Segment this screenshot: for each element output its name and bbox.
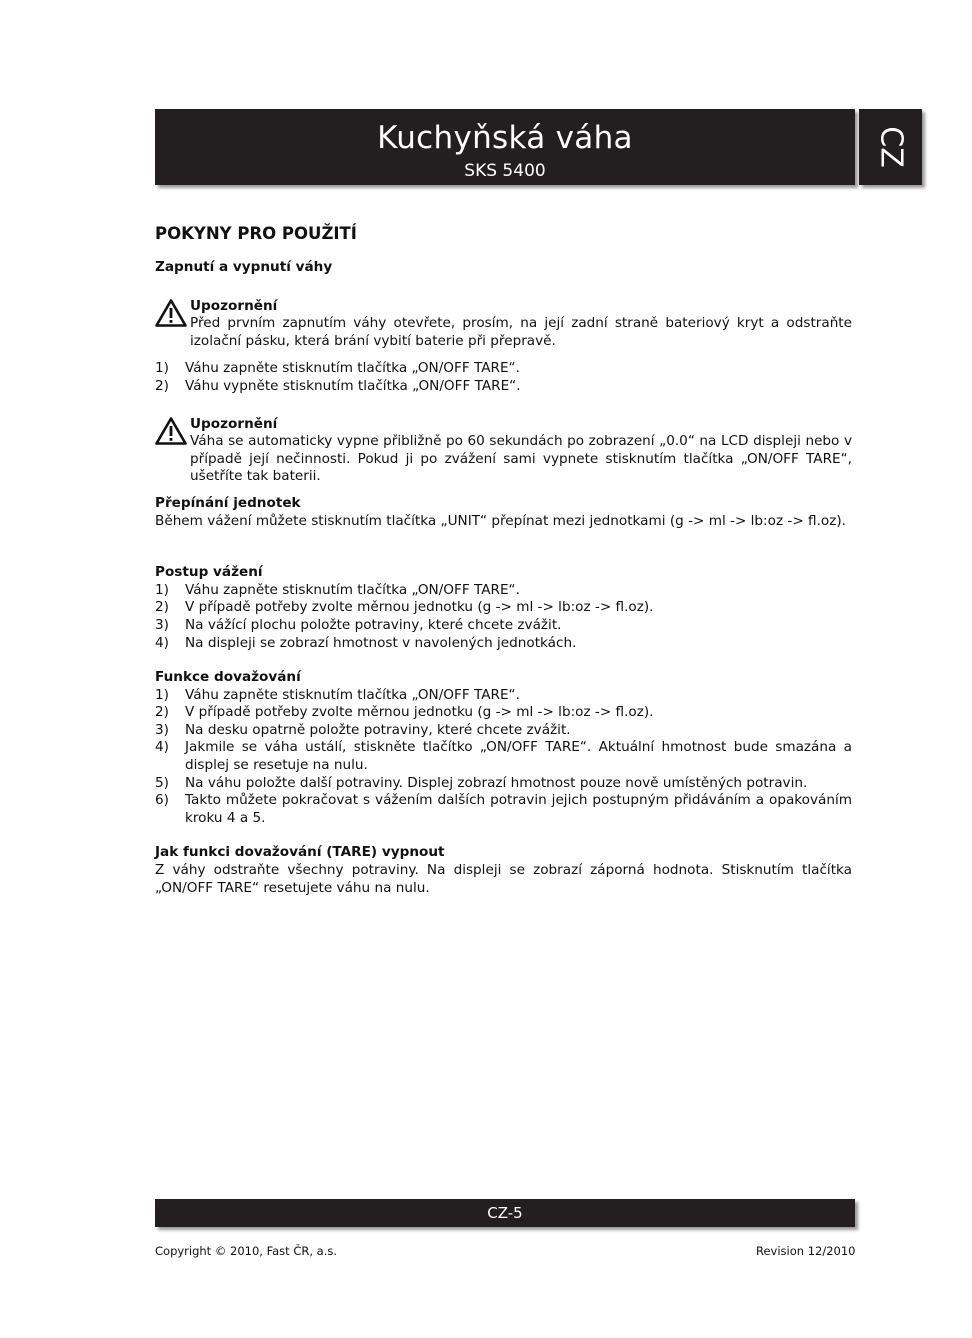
page-number: CZ-5: [487, 1204, 523, 1222]
units-heading: Přepínání jednotek: [155, 494, 301, 511]
weighing-steps: [155, 582, 852, 652]
list-item: 1) Váhu zapněte stisknutím tlačítka „ON/OFF TARE“.: [155, 581, 520, 598]
list-item: 6) Takto můžete pokračovat s vážením dalších potravin jejich postupným přidáváním a opakováním kroku 4 a 5.: [155, 792, 852, 826]
revision: Revision 12/2010: [756, 1244, 856, 1258]
list-item: 5) Na váhu položte další potraviny. Displej zobrazí hmotnost pouze nově umístěných potravin.: [155, 774, 808, 791]
list-item: 1) Váhu zapněte stisknutím tlačítka „ON/OFF TARE“.: [155, 686, 520, 703]
list-item: 2) V případě potřeby zvolte měrnou jednotku (g -> ml -> lb:oz -> fl.oz).: [155, 704, 654, 721]
tare-steps: [155, 687, 852, 828]
warning-text: Před prvním zapnutím váhy otevřete, prosím, na její zadní straně bateriový kryt a odstraňte izolační pásku, která brání vybití baterie při přepravě.: [190, 315, 852, 349]
list-item: 4) Na displeji se zobrazí hmotnost v navolených jednotkách.: [155, 634, 577, 651]
list-item: 2) Váhu vypněte stisknutím tlačítka „ON/OFF TARE“.: [155, 377, 521, 394]
list-item: 1) Váhu zapněte stisknutím tlačítka „ON/OFF TARE“.: [155, 360, 520, 377]
tare-off-text: Z váhy odstraňte všechny potraviny. Na displeji se zobrazí záporná hodnota. Stisknutím tlačítka „ON/OFF TARE“ resetujete váhu na nulu.: [155, 862, 852, 896]
language-code: CZ: [873, 126, 908, 168]
weighing-heading: Postup vážení: [155, 564, 263, 581]
power-heading: Zapnutí a vypnutí váhy: [155, 259, 333, 275]
document-title: Kuchyňská váha: [377, 120, 633, 156]
warning-title: Upozornění: [190, 415, 278, 432]
header-bar: [155, 109, 855, 185]
warning-triangle-icon: [155, 416, 190, 451]
language-tab: [859, 109, 922, 185]
power-steps: [155, 360, 852, 395]
list-item: 4) Jakmile se váha ustálí, stiskněte tlačítko „ON/OFF TARE“. Aktuální hmotnost bude smazána a displej se resetuje na nulu.: [155, 739, 852, 774]
warning-block-1: [155, 298, 852, 351]
list-item: 3) Na vážící plochu položte potraviny, které chcete zvážit.: [155, 616, 562, 633]
warning-title: Upozornění: [190, 297, 278, 314]
tare-off-heading: Jak funkci dovažování (TARE) vypnout: [155, 844, 445, 861]
units-text: Během vážení můžete stisknutím tlačítka „UNIT“ přepínat mezi jednotkami (g -> ml -> lb:oz -> fl.oz).: [155, 512, 846, 529]
warning-block-2: [155, 416, 852, 486]
section-title: POKYNY PRO POUŽITÍ: [155, 224, 357, 243]
page-number-bar: [155, 1199, 855, 1227]
copyright: Copyright © 2010, Fast ČR, a.s.: [155, 1244, 338, 1258]
list-item: 2) V případě potřeby zvolte měrnou jednotku (g -> ml -> lb:oz -> fl.oz).: [155, 599, 654, 616]
model-number: SKS 5400: [464, 161, 546, 181]
warning-text: Váha se automaticky vypne přibližně po 60 sekundách po zobrazení „0.0“ na LCD displeji nebo v případě její nečinnosti. Pokud ji po zvážení sami vypnete stisknutím tlačítka „ON/OFF TARE“, ušetříte tak baterii.: [190, 433, 852, 485]
instructions-content: [155, 222, 852, 897]
warning-triangle-icon: [155, 298, 190, 333]
tare-heading: Funkce dovažování: [155, 669, 301, 686]
list-item: 3) Na desku opatrně položte potraviny, které chcete zvážit.: [155, 721, 571, 738]
